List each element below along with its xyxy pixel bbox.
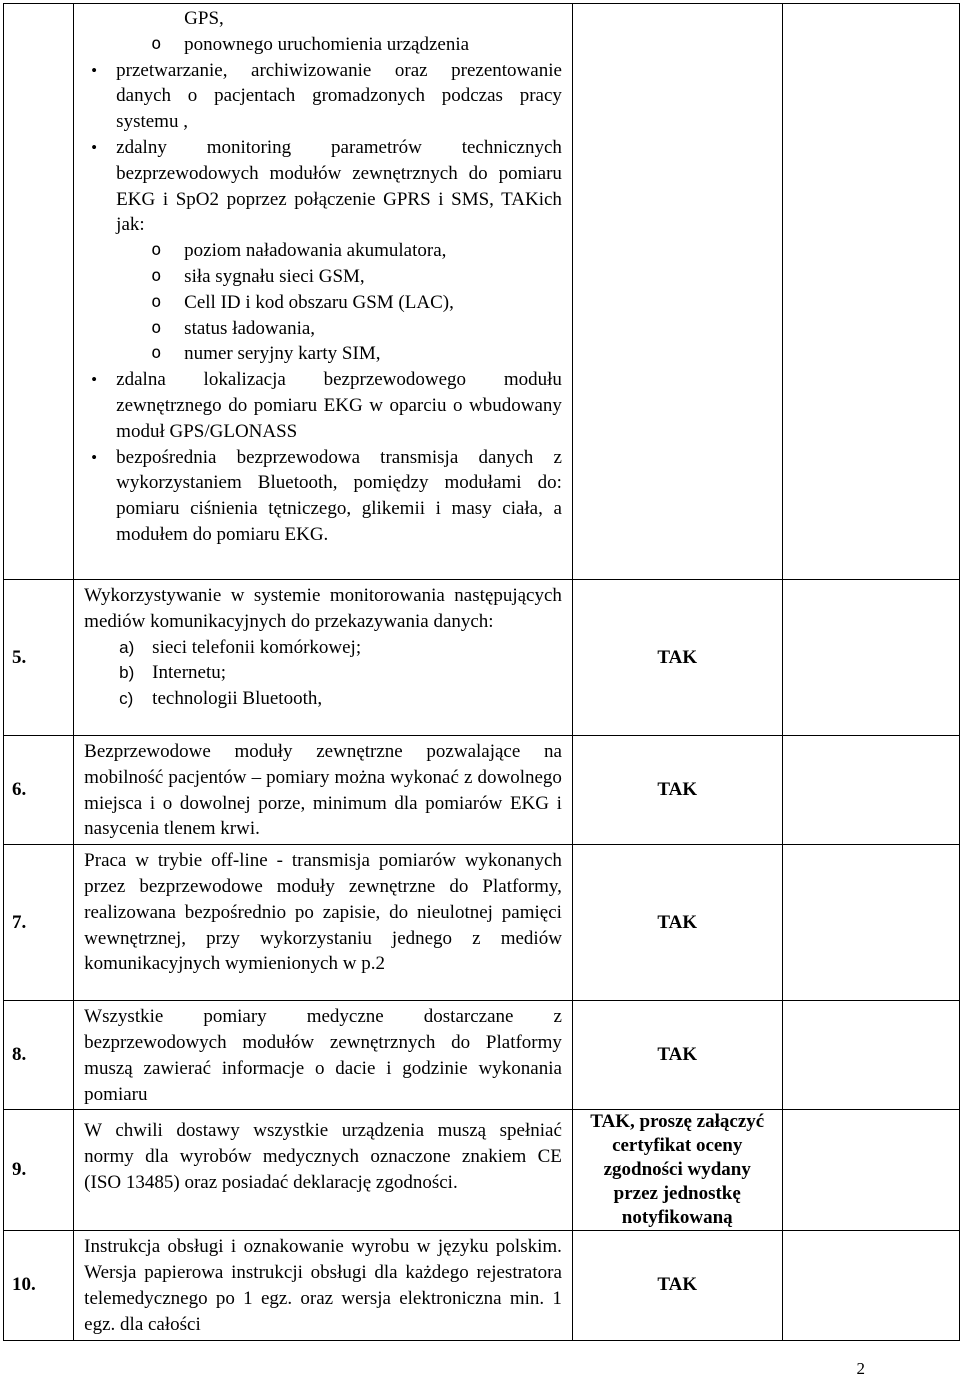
table-row bbox=[4, 1001, 960, 1110]
row-number-cell: 7. bbox=[4, 845, 74, 1001]
sublist bbox=[84, 6, 562, 58]
empty-cell bbox=[782, 1231, 959, 1340]
table-row bbox=[4, 4, 960, 580]
page-number: 2 bbox=[856, 1359, 865, 1378]
description-cell: Wszystkie pomiary medyczne dostarczane z bezprzewodowych modułów zewnętrznych do Platformy muszą zawierać informacje o dacie i godzinie wykonania pomiaru bbox=[74, 1001, 573, 1110]
media-list bbox=[84, 635, 562, 712]
bullet-list bbox=[84, 367, 562, 548]
list-item bbox=[84, 686, 562, 712]
list-item bbox=[84, 635, 562, 661]
table-row bbox=[4, 1231, 960, 1340]
certificate-requirement-text: TAK, proszę załączyć certyfikat oceny zgodności wydany przez jednostkę notyfikowaną bbox=[590, 1111, 765, 1229]
description-cell bbox=[74, 580, 573, 736]
row-number-cell bbox=[4, 4, 74, 580]
list-item: GPS, bbox=[184, 8, 224, 29]
list-item: o numer seryjny karty SIM, bbox=[84, 341, 562, 367]
row-number-cell: 8. bbox=[4, 1001, 74, 1110]
row-number-cell: 9. bbox=[4, 1110, 74, 1231]
list-item: • zdalny monitoring parametrów technicznych bezprzewodowych modułów zewnętrznych do pomiaru EKG i SpO2 poprzez połączenie GPRS i SMS, TAKich jak: bbox=[84, 135, 562, 238]
list-item-text: Internetu; bbox=[152, 662, 227, 684]
value-cell: TAK bbox=[572, 1001, 782, 1110]
description-cell: Praca w trybie off-line - transmisja pomiarów wykonanych przez bezprzewodowe moduły zewnętrzne do Platformy, realizowana bezpośrednio po zapisie, do nieulotnej pamięci wewnętrznej, przy wykorzystaniu jednego z mediów komunikacyjnych wymienionych w p.2 bbox=[74, 845, 573, 1001]
description-cell: W chwili dostawy wszystkie urządzenia muszą spełniać normy dla wyrobów medycznych oznaczone znakiem CE (ISO 13485) oraz posiadać deklarację zgodności. bbox=[74, 1110, 573, 1231]
list-item: • zdalna lokalizacja bezprzewodowego modułu zewnętrznego do pomiaru EKG w oparciu o wbudowany moduł GPS/GLONASS bbox=[84, 367, 562, 444]
value-cell: TAK bbox=[572, 1231, 782, 1340]
value-cell: TAK bbox=[572, 736, 782, 845]
list-marker: a) bbox=[119, 637, 135, 657]
empty-cell bbox=[782, 845, 959, 1001]
list-item bbox=[84, 660, 562, 686]
empty-cell bbox=[782, 580, 959, 736]
description-cell: Bezprzewodowe moduły zewnętrzne pozwalające na mobilność pacjentów – pomiary można wykonać z dowolnego miejsca i o dowolnej porze, minimum dla pomiarów EKG i nasycenia tlenem krwi. bbox=[74, 736, 573, 845]
value-cell: TAK bbox=[572, 845, 782, 1001]
value-cell bbox=[572, 4, 782, 580]
list-item: • przetwarzanie, archiwizowanie oraz prezentowanie danych o pacjentach gromadzonych podczas pracy systemu , bbox=[84, 58, 562, 135]
table-row bbox=[4, 736, 960, 845]
specification-table bbox=[3, 3, 960, 1341]
table-row bbox=[4, 580, 960, 736]
table-row bbox=[4, 845, 960, 1001]
list-item: o Cell ID i kod obszaru GSM (LAC), bbox=[84, 290, 562, 316]
row-number-cell: 10. bbox=[4, 1231, 74, 1340]
row-number-cell: 5. bbox=[4, 580, 74, 736]
sublist bbox=[84, 238, 562, 367]
bullet-list bbox=[84, 58, 562, 239]
value-cell bbox=[572, 1110, 782, 1231]
empty-cell bbox=[782, 736, 959, 845]
list-marker: c) bbox=[119, 689, 134, 709]
list-item: o siła sygnału sieci GSM, bbox=[84, 264, 562, 290]
list-item: o status ładowania, bbox=[84, 316, 562, 342]
empty-cell bbox=[782, 1001, 959, 1110]
table-row bbox=[4, 1110, 960, 1231]
row-intro-text: Wykorzystywanie w systemie monitorowania następujących mediów komunikacyjnych do przekazywania danych: bbox=[84, 585, 562, 632]
empty-cell bbox=[782, 1110, 959, 1231]
value-cell: TAK bbox=[572, 580, 782, 736]
list-item: o poziom naładowania akumulatora, bbox=[84, 238, 562, 264]
empty-cell bbox=[782, 4, 959, 580]
row-number-cell: 6. bbox=[4, 736, 74, 845]
list-item: • bezpośrednia bezprzewodowa transmisja danych z wykorzystaniem Bluetooth, pomiędzy modułami do: pomiaru ciśnienia tętniczego, glikemii i masy ciała, a modułem do pomiaru EKG. bbox=[84, 445, 562, 548]
list-item-text: technologii Bluetooth, bbox=[152, 688, 323, 710]
description-cell bbox=[74, 4, 573, 580]
list-item: o ponownego uruchomienia urządzenia bbox=[84, 32, 562, 58]
description-cell: Instrukcja obsługi i oznakowanie wyrobu w języku polskim. Wersja papierowa instrukcji obsługi dla każdego rejestratora telemedycznego po 1 egz. oraz wersja elektroniczna min. 1 egz. dla całości bbox=[74, 1231, 573, 1340]
list-item-text: sieci telefonii komórkowej; bbox=[152, 636, 362, 658]
list-marker: b) bbox=[119, 663, 135, 683]
